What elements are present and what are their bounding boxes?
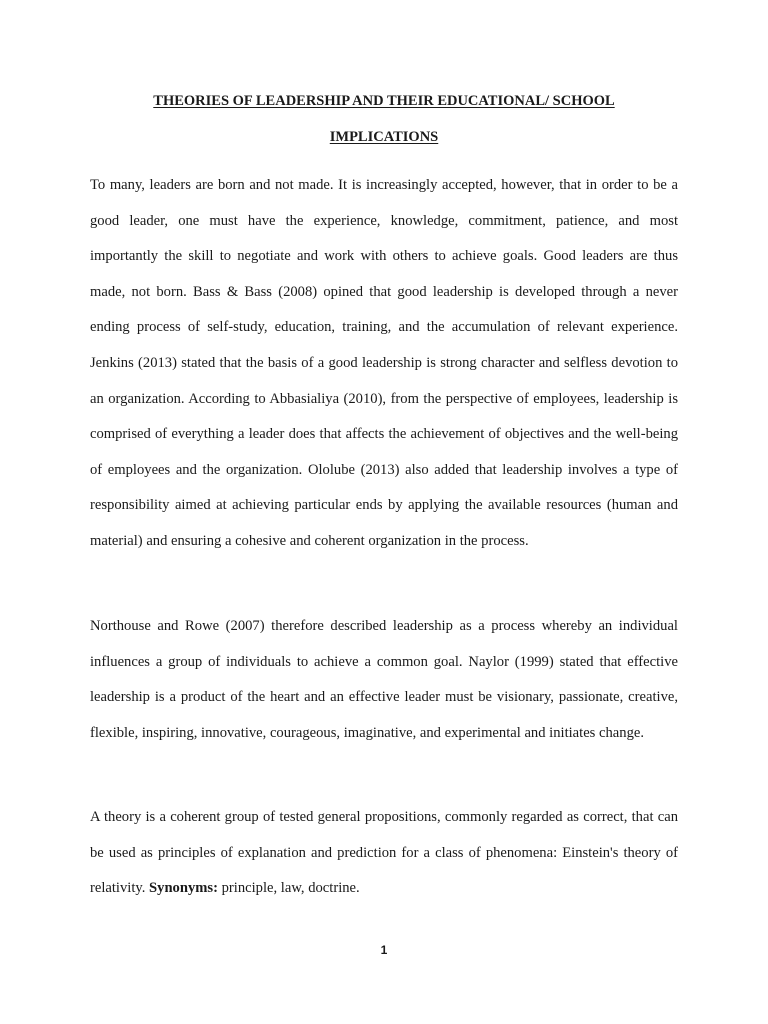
document-title-line-2: IMPLICATIONS	[329, 129, 439, 145]
synonyms-list: principle, law, doctrine.	[217, 880, 360, 897]
paragraph-3-text: A theory is a coherent group of tested general propositions, commonly regarded as correct, that can be used as principles of explanation and prediction for a class of phenomena: Einstein's theory of relativity.	[90, 809, 678, 897]
paragraph-1: To many, leaders are born and not made. It is increasingly accepted, however, that in order to be a good leader, one must have the experience, knowledge, commitment, patience, and most importantly the skill to negotiate and work with others to achieve goals. Good leaders are thus made, not born. Bass & Bass (2008) opined that good leadership is developed through a never ending process of self-study, education, training, and the accumulation of relevant experience. Jenkins (2013) stated that the basis of a good leadership is strong character and selfless devotion to an organization. According to Abbasialiya (2010), from the perspective of employees, leadership is comprised of everything a leader does that affects the achievement of objectives and the well-being of employees and the organization. Ololube (2013) also added that leadership involves a type of responsibility aimed at achieving particular ends by applying the available resources (human and material) and ensuring a cohesive and coherent organization in the process.	[90, 177, 678, 549]
paragraph-3	[90, 800, 678, 907]
paragraph-2: Northouse and Rowe (2007) therefore described leadership as a process whereby an individual influences a group of individuals to achieve a common goal. Naylor (1999) stated that effective leadership is a product of the heart and an effective leader must be visionary, passionate, creative, flexible, inspiring, innovative, courageous, imaginative, and experimental and initiates change.	[90, 618, 678, 741]
document-title-line-1: THEORIES OF LEADERSHIP AND THEIR EDUCATIONAL/ SCHOOL	[153, 93, 615, 109]
page-number: 1	[380, 943, 388, 957]
synonyms-label: Synonyms:	[149, 880, 218, 897]
